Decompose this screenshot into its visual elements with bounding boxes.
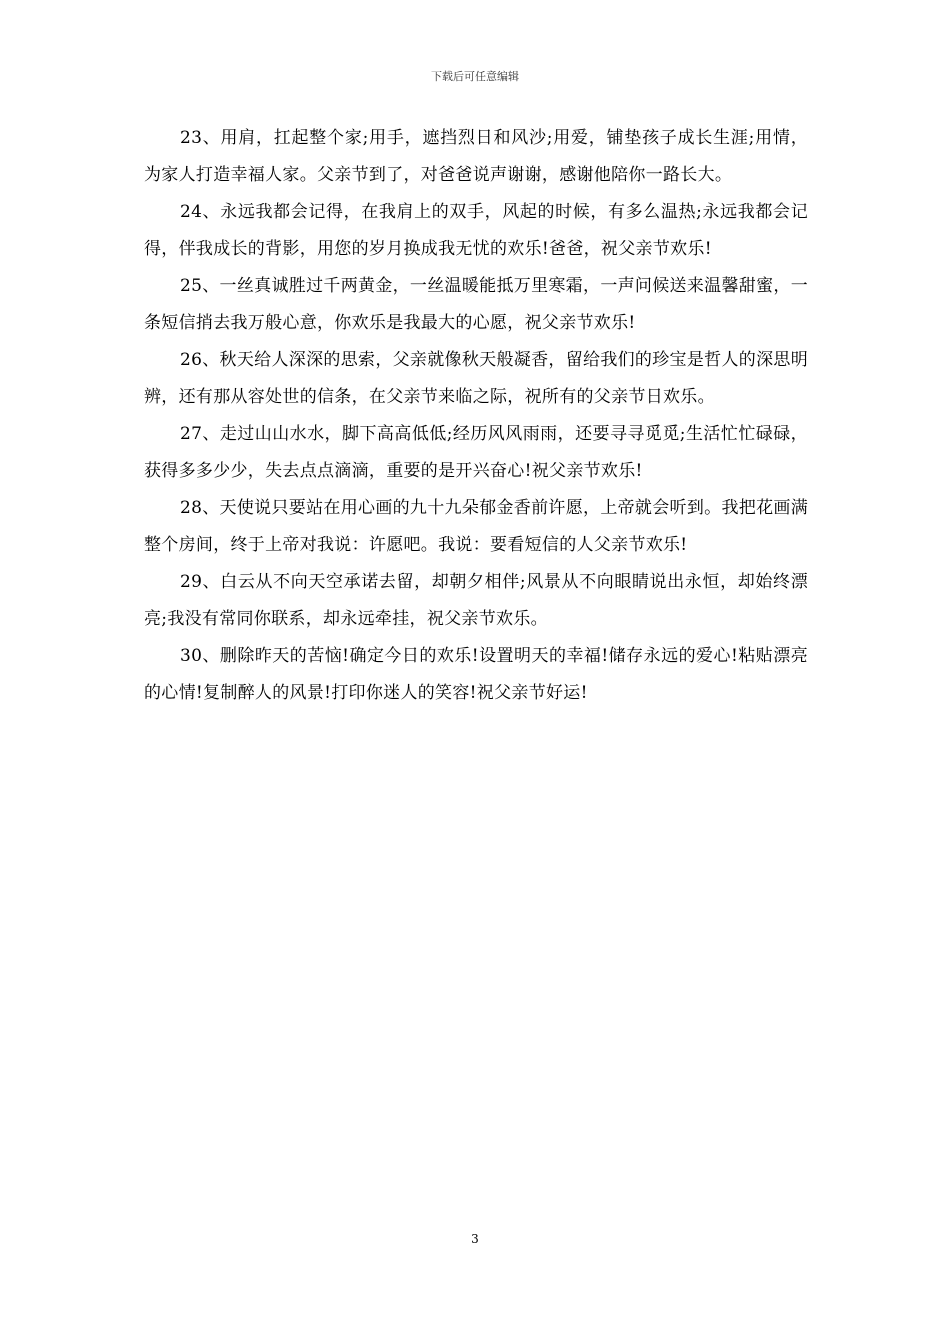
header-note: 下载后可任意编辑 [431, 70, 519, 83]
document-body [144, 120, 808, 712]
paragraph-27: 27、走过山山水水，脚下高高低低;经历风风雨雨，还要寻寻觅觅;生活忙忙碌碌，获得多多少少，失去点点滴滴，重要的是开兴奋心!祝父亲节欢乐! [144, 424, 808, 481]
paragraph-23: 23、用肩，扛起整个家;用手，遮挡烈日和风沙;用爱，铺垫孩子成长生涯;用情，为家人打造幸福人家。父亲节到了，对爸爸说声谢谢，感谢他陪你一路长大。 [144, 128, 808, 185]
paragraph-30: 30、删除昨天的苦恼!确定今日的欢乐!设置明天的幸福!储存永远的爱心!粘贴漂亮的心情!复制醉人的风景!打印你迷人的笑容!祝父亲节好运! [144, 646, 808, 703]
paragraph-29: 29、白云从不向天空承诺去留，却朝夕相伴;风景从不向眼睛说出永恒，却始终漂亮;我没有常同你联系，却永远牵挂，祝父亲节欢乐。 [144, 572, 808, 629]
paragraph-25: 25、一丝真诚胜过千两黄金，一丝温暖能抵万里寒霜，一声问候送来温馨甜蜜，一条短信捎去我万般心意，你欢乐是我最大的心愿，祝父亲节欢乐! [144, 276, 808, 333]
paragraph-28: 28、天使说只要站在用心画的九十九朵郁金香前许愿，上帝就会听到。我把花画满整个房间，终于上帝对我说：许愿吧。我说：要看短信的人父亲节欢乐! [144, 498, 808, 555]
paragraph-26: 26、秋天给人深深的思索，父亲就像秋天般凝香，留给我们的珍宝是哲人的深思明辨，还有那从容处世的信条，在父亲节来临之际，祝所有的父亲节日欢乐。 [144, 350, 808, 407]
paragraph-24: 24、永远我都会记得，在我肩上的双手，风起的时候，有多么温热;永远我都会记得，伴我成长的背影，用您的岁月换成我无忧的欢乐!爸爸，祝父亲节欢乐! [144, 202, 808, 259]
page-number: 3 [471, 1232, 479, 1246]
